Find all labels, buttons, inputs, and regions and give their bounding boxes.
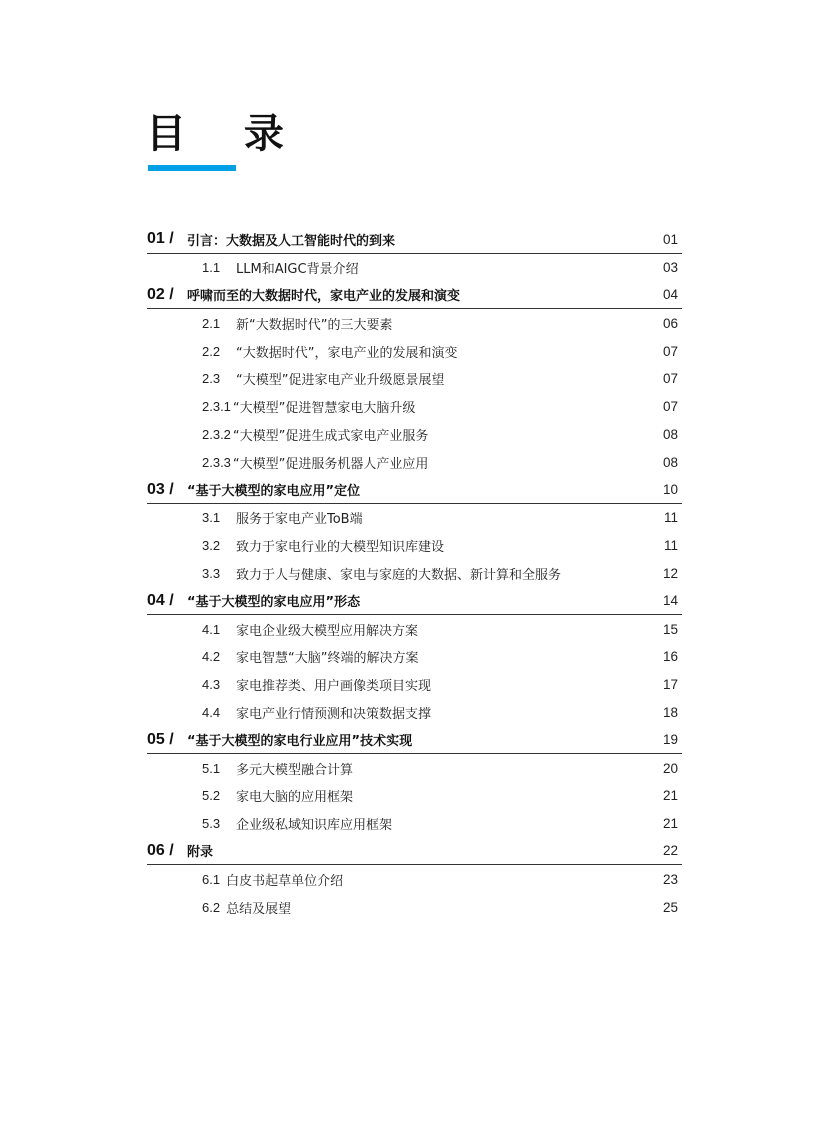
section-number: 3.2 [202, 538, 221, 554]
page-number: 18 [662, 704, 678, 720]
page-number: 04 [662, 287, 678, 303]
page-number: 11 [663, 510, 678, 526]
chapter-number: 05 / [147, 730, 174, 748]
section-title: “大模型”促进家电产业升级愿景展望 [236, 373, 445, 389]
section-title: 家电大脑的应用框架 [236, 790, 354, 806]
page-number: 21 [662, 816, 678, 832]
page-number: 19 [662, 732, 678, 748]
section-number: 2.3.2 [202, 426, 231, 442]
toc-entry-3-3[interactable] [147, 560, 682, 588]
chapter-number: 01 / [147, 230, 174, 248]
toc-entry-3-1[interactable] [147, 504, 682, 532]
section-number: 3.3 [202, 565, 221, 581]
section-title: “大数据时代”，家电产业的发展和演变 [236, 345, 458, 361]
toc-chapter-02[interactable] [147, 282, 682, 310]
chapter-title: 附录 [187, 845, 214, 861]
page-number: 08 [662, 454, 678, 470]
toc-chapter-06[interactable] [147, 838, 682, 866]
section-title: “大模型”促进服务机器人产业应用 [232, 456, 429, 472]
section-number: 2.3.1 [202, 399, 231, 415]
section-number: 4.3 [202, 677, 221, 693]
section-title: 服务于家电产业ToB端 [236, 512, 363, 528]
section-title: 家电企业级大模型应用解决方案 [236, 623, 419, 639]
section-number: 2.3 [202, 371, 221, 387]
chapter-title: 引言：大数据及人工智能时代的到来 [187, 233, 396, 249]
section-number: 4.2 [202, 649, 221, 665]
toc-chapter-04[interactable] [147, 587, 682, 615]
page-number: 11 [663, 538, 678, 554]
chapter-title: “基于大模型的家电应用”形态 [187, 595, 361, 611]
section-title: 新“大数据时代”的三大要素 [236, 317, 393, 333]
section-title: “大模型”促进生成式家电产业服务 [232, 428, 429, 444]
section-number: 6.2 [202, 899, 221, 915]
page-number: 01 [662, 231, 678, 247]
toc-entry-3-2[interactable] [147, 532, 682, 560]
chapter-number: 06 / [147, 841, 174, 859]
section-number: 2.3.3 [202, 454, 231, 470]
toc-chapter-03[interactable] [147, 476, 682, 504]
page-number: 07 [662, 371, 678, 387]
toc-entry-6-1[interactable] [147, 865, 682, 893]
page-number: 21 [662, 788, 678, 804]
page-number: 17 [662, 677, 678, 693]
chapter-title: 呼啸而至的大数据时代，家电产业的发展和演变 [187, 289, 461, 305]
page-title: 目 录 [146, 111, 306, 157]
section-number: 3.1 [202, 510, 221, 526]
page-number: 12 [662, 565, 678, 581]
page-number: 03 [662, 260, 678, 276]
section-number: 5.1 [202, 760, 221, 776]
page-number: 10 [662, 482, 678, 498]
section-title: 家电智慧“大脑”终端的解决方案 [236, 651, 419, 667]
page-number: 22 [662, 843, 678, 859]
section-title: 总结及展望 [226, 901, 292, 917]
page-number: 07 [662, 399, 678, 415]
section-number: 4.4 [202, 704, 221, 720]
chapter-number: 03 / [147, 480, 174, 498]
toc-entry-4-4[interactable] [147, 699, 682, 727]
section-number: 6.1 [202, 871, 221, 887]
toc-entry-5-3[interactable] [147, 810, 682, 838]
section-title: 白皮书起草单位介绍 [226, 873, 344, 889]
section-title: “大模型”促进智慧家电大脑升级 [232, 401, 416, 417]
toc-entry-2-3-3[interactable] [147, 448, 682, 476]
section-title: LLM和AIGC背景介绍 [236, 262, 359, 278]
page-number: 20 [662, 760, 678, 776]
toc-chapter-01[interactable] [147, 226, 682, 254]
chapter-number: 02 / [147, 285, 174, 303]
section-title: 企业级私域知识库应用框架 [236, 818, 393, 834]
toc-entry-2-1[interactable] [147, 309, 682, 337]
toc-entry-2-3[interactable] [147, 365, 682, 393]
section-number: 2.1 [202, 315, 221, 331]
section-number: 5.2 [202, 788, 221, 804]
toc-entry-4-3[interactable] [147, 671, 682, 699]
title-underline-accent [148, 165, 236, 171]
section-title: 家电推荐类、用户画像类项目实现 [236, 679, 432, 695]
toc-entry-1-1[interactable] [147, 254, 682, 282]
toc-entry-6-2[interactable] [147, 893, 682, 921]
section-number: 5.3 [202, 816, 221, 832]
section-number: 2.2 [202, 343, 221, 359]
page-number: 23 [662, 871, 678, 887]
toc-entry-2-2[interactable] [147, 337, 682, 365]
chapter-title: “基于大模型的家电行业应用”技术实现 [187, 734, 413, 750]
section-title: 致力于人与健康、家电与家庭的大数据、新计算和全服务 [236, 567, 562, 583]
section-title: 多元大模型融合计算 [236, 762, 354, 778]
toc-entry-2-3-1[interactable] [147, 393, 682, 421]
toc-entry-5-1[interactable] [147, 754, 682, 782]
toc-entry-4-2[interactable] [147, 643, 682, 671]
section-title: 致力于家电行业的大模型知识库建设 [236, 540, 445, 556]
page-number: 06 [662, 315, 678, 331]
table-of-contents [147, 226, 682, 921]
toc-entry-2-3-2[interactable] [147, 421, 682, 449]
page-number: 25 [662, 899, 678, 915]
chapter-number: 04 / [147, 591, 174, 609]
section-number: 1.1 [202, 260, 221, 276]
page-number: 07 [662, 343, 678, 359]
chapter-title: “基于大模型的家电应用”定位 [187, 484, 361, 500]
toc-chapter-05[interactable] [147, 726, 682, 754]
toc-entry-4-1[interactable] [147, 615, 682, 643]
page-number: 14 [662, 593, 678, 609]
page-number: 16 [662, 649, 678, 665]
section-title: 家电产业行情预测和决策数据支撑 [236, 706, 432, 722]
page-number: 15 [662, 621, 678, 637]
toc-entry-5-2[interactable] [147, 782, 682, 810]
section-number: 4.1 [202, 621, 221, 637]
page-number: 08 [662, 426, 678, 442]
